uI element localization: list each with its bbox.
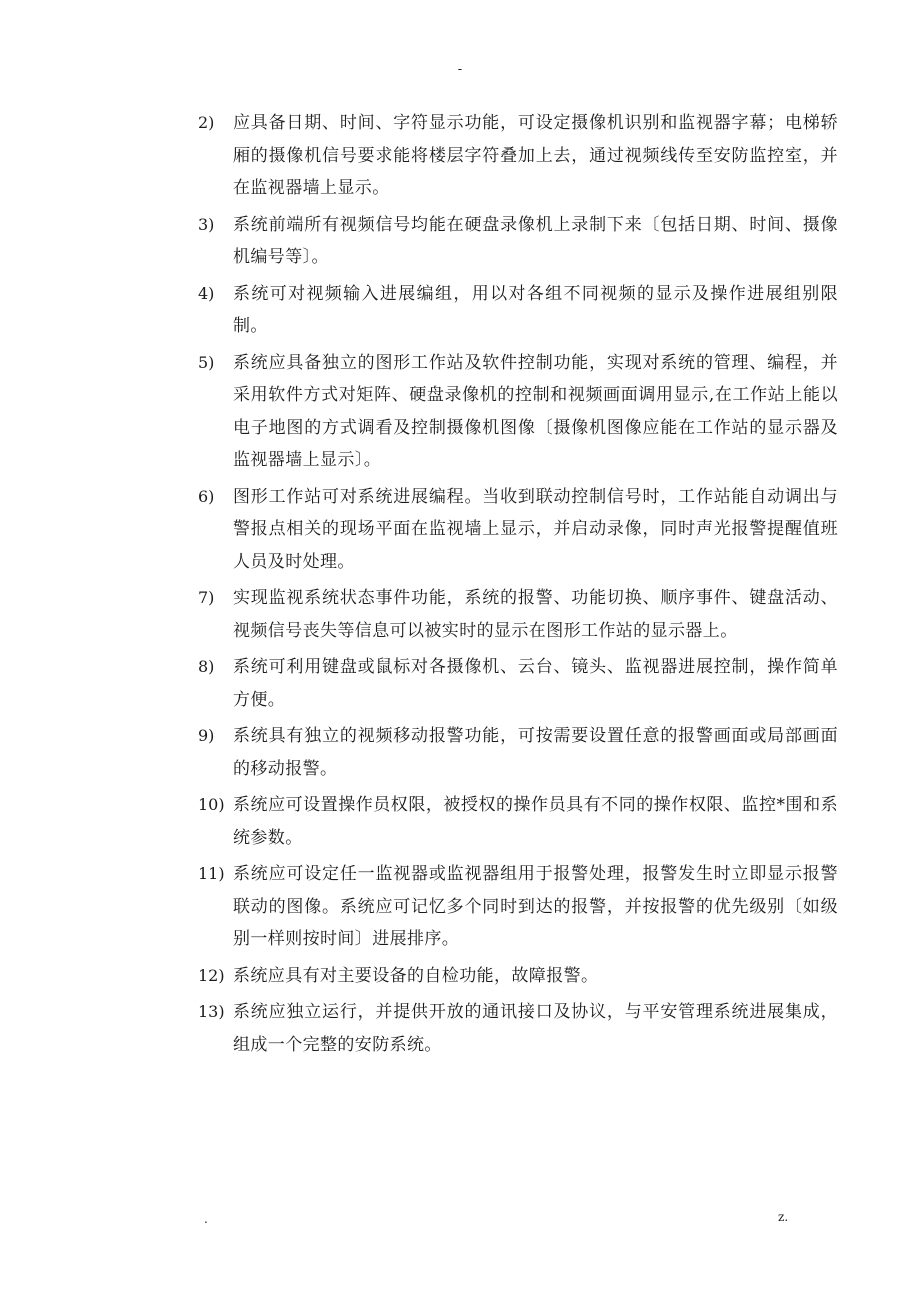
item-text: 系统应可设定任一监视器或监视器组用于报警处理，报警发生时立即显示报警联动的图像。系统应可记忆多个同时到达的报警，并按报警的优先级别〔如级别一样则按时间〕进展排序。 [233, 864, 838, 949]
item-number: 3) [198, 214, 215, 234]
list-item [198, 789, 838, 854]
item-text: 系统应具有对主要设备的自检功能，故障报警。 [233, 965, 599, 986]
item-number: 7) [198, 588, 215, 607]
list-item [198, 209, 838, 274]
item-number: 6) [198, 486, 215, 506]
page-header-mark: - [457, 62, 463, 77]
item-number: 9) [198, 726, 215, 745]
item-text: 系统应可设置操作员权限，被授权的操作员具有不同的操作权限、监控*围和系统参数。 [233, 795, 838, 848]
list-item [198, 278, 838, 343]
footer-right-mark: z. [778, 1210, 789, 1224]
requirements-list [198, 107, 838, 1065]
list-item [198, 347, 838, 477]
footer-left-mark: . [204, 1212, 208, 1226]
item-text: 应具备日期、时间、字符显示功能，可设定摄像机识别和监视器字幕；电梯轿厢的摄像机信号要求能将楼层字符叠加上去，通过视频线传至安防监控室，并在监视器墙上显示。 [233, 113, 838, 198]
item-number: 11) [198, 864, 225, 883]
item-text: 系统应具备独立的图形工作站及软件控制功能，实现对系统的管理、编程，并采用软件方式对矩阵、硬盘录像机的控制和视频画面调用显示,在工作站上能以电子地图的方式调看及控制摄像机图像〔摄像机图像应能在工作站的显示器及监视器墙上显示〕。 [233, 352, 838, 470]
list-item [198, 996, 838, 1061]
item-text: 系统可利用键盘或鼠标对各摄像机、云台、镜头、监视器进展控制，操作简单方便。 [233, 657, 838, 710]
item-number: 2) [198, 113, 215, 132]
item-number: 10) [198, 795, 225, 814]
item-text: 图形工作站可对系统进展编程。当收到联动控制信号时，工作站能自动调出与警报点相关的现场平面在监视墙上显示，并启动录像，同时声光报警提醒值班人员及时处理。 [233, 486, 838, 572]
list-item [198, 960, 838, 993]
item-number: 13) [198, 1002, 225, 1021]
list-item [198, 720, 838, 785]
item-number: 5) [198, 352, 215, 372]
list-item [198, 858, 838, 956]
item-text: 实现监视系统状态事件功能，系统的报警、功能切换、顺序事件、键盘活动、视频信号丧失等信息可以被实时的显示在图形工作站的显示器上。 [233, 588, 838, 641]
item-number: 8) [198, 657, 215, 676]
item-number: 4) [198, 283, 215, 303]
item-number: 12) [198, 965, 225, 985]
list-item [198, 651, 838, 716]
item-text: 系统可对视频输入进展编组，用以对各组不同视频的显示及操作进展组别限制。 [233, 283, 838, 336]
list-item [198, 582, 838, 647]
item-text: 系统应独立运行，并提供开放的通讯接口及协议，与平安管理系统进展集成，组成一个完整的安防系统。 [233, 1002, 838, 1055]
list-item [198, 481, 838, 579]
list-item [198, 107, 838, 205]
item-text: 系统前端所有视频信号均能在硬盘录像机上录制下来〔包括日期、时间、摄像机编号等〕。 [233, 214, 838, 267]
item-text: 系统具有独立的视频移动报警功能，可按需要设置任意的报警画面或局部画面的移动报警。 [233, 726, 838, 779]
